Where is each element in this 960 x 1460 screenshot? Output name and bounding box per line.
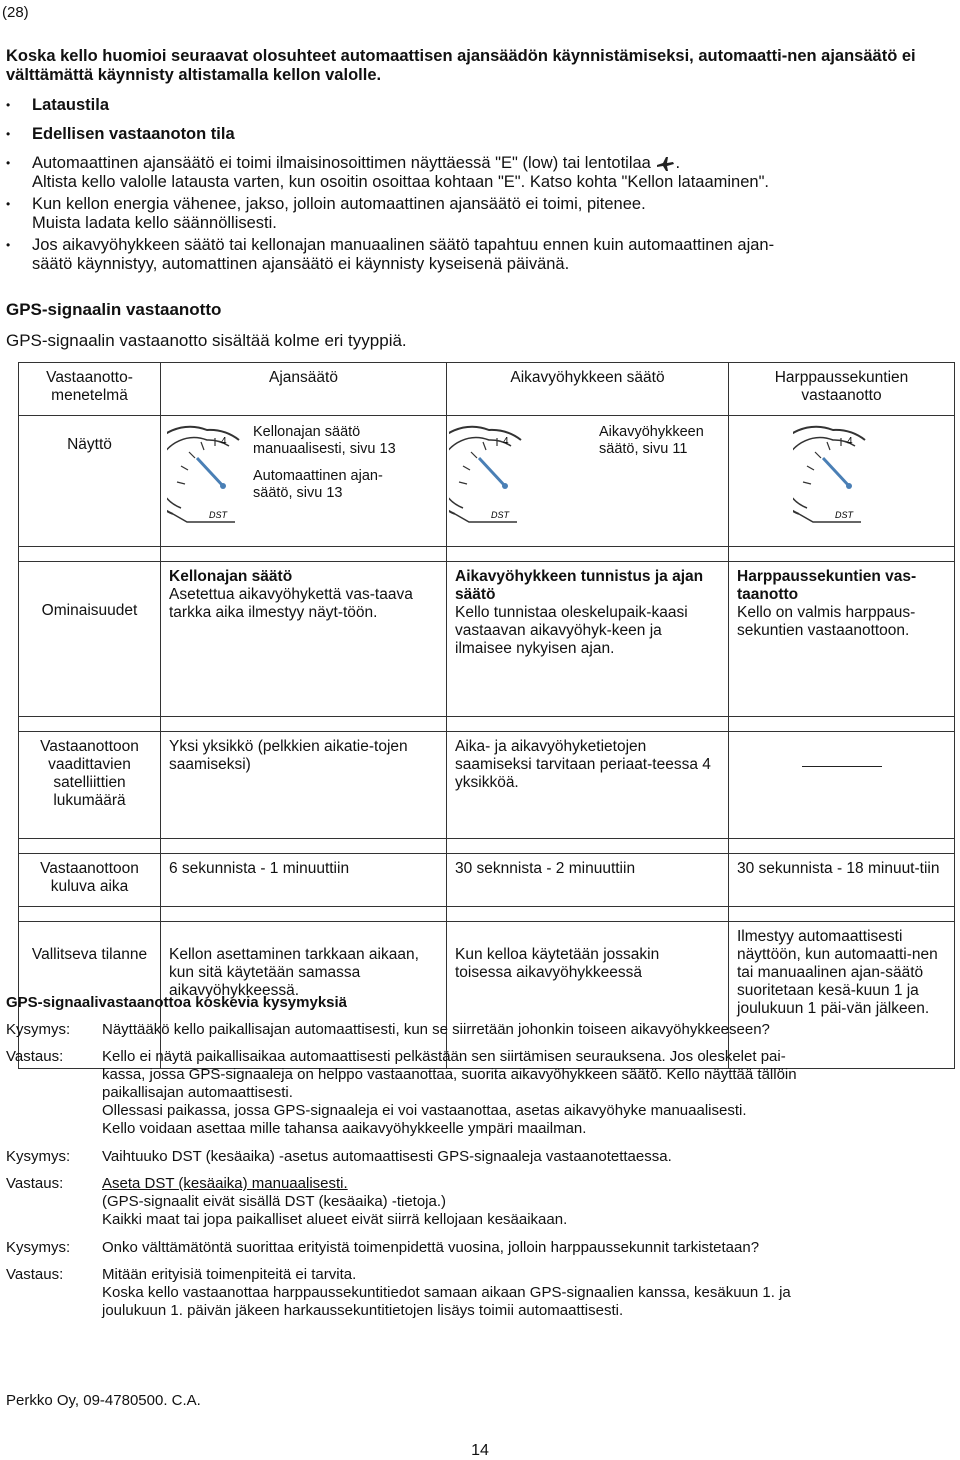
question-text: Vaihtuuko DST (kesäaika) -asetus automaattisesti GPS-signaaleja vastaanotettaessa. xyxy=(102,1148,672,1165)
faq-heading: GPS-signaalivastaanottoa koskevia kysymyksiä xyxy=(6,994,348,1011)
gps-reception-table xyxy=(18,362,955,1069)
dial-mark-top: 4 xyxy=(503,436,509,447)
answer-label: Vastaus: xyxy=(6,1266,64,1283)
table-row-features xyxy=(19,562,955,717)
header-time-adjust: Ajansäätö xyxy=(161,363,447,416)
time-cell-time: 6 sekunnista - 1 minuuttiin xyxy=(161,854,447,907)
intro-paragraph: Koska kello huomioi seuraavat olosuhteet automaattisen ajansäädön käynnistämiseksi, automaatti-nen ajansäätö ei välttämättä käynnisty altistamalla kellon valolle. xyxy=(6,47,916,84)
not-applicable-dash xyxy=(802,766,882,767)
gps-subtext: GPS-signaalin vastaanotto sisältää kolme eri tyyppiä. xyxy=(6,331,407,350)
feature-text: Kello on valmis harppaus-sekuntien vastaanottoon. xyxy=(737,604,916,639)
dial-indicator-icon xyxy=(793,422,873,526)
table-header-row xyxy=(19,363,955,416)
header-leap-seconds: Harppaussekuntien vastaanotto xyxy=(729,363,955,416)
dial-dst-mark: DST xyxy=(491,510,509,520)
situation-cell-timezone: Kun kelloa käytetään jossakin toisessa aikavyöhykkeessä xyxy=(447,922,729,1069)
question-text: Näyttääkö kello paikallisajan automaattisesti, kun se siirretään johonkin toiseen aikavyöhykkeeseen? xyxy=(102,1021,770,1038)
bullet-indicator-low: • Automaattinen ajansäätö ei toimi ilmaisinosoittimen näyttäessä "E" (low) tai lentotilaa . Altista kello valolle latausta varten, kun osoitin osoittaa kohtaan "E". Katso kohta "Kellon lataaminen". xyxy=(6,154,954,192)
dial-mark-top: 4 xyxy=(847,436,853,447)
page-number: 14 xyxy=(471,1442,489,1459)
bullet-energy: • Kun kellon energia vähenee, jakso, jolloin automaattinen ajansäätö ei toimi, pitenee. Muista ladata kello säännöllisesti. xyxy=(6,195,954,233)
answer-text: Aseta DST (kesäaika) manuaalisesti. (GPS-signaalit eivät sisällä DST (kesäaika) -tietoja.) Kaikki maat tai jopa paikalliset alueet eivät siirrä kellojaan kesäaikaan. xyxy=(102,1175,568,1228)
dial-dst-mark: DST xyxy=(835,510,853,520)
feature-text: Asetettua aikavyöhykettä vas-taava tarkka aika ilmestyy näyt-töön. xyxy=(169,586,413,621)
row-label-time: Vastaanottoon kuluva aika xyxy=(19,854,161,907)
question-label: Kysymys: xyxy=(6,1021,71,1038)
situation-cell-time: Kellon asettaminen tarkkaan aikaan, kun sitä käytetään samassa aikavyöhykkeessä. xyxy=(161,922,447,1069)
feature-title: Aikavyöhykkeen tunnistus ja ajan säätö xyxy=(455,568,704,603)
dial-mark-top: 4 xyxy=(221,436,227,447)
question-label: Kysymys: xyxy=(6,1239,71,1256)
question-label: Kysymys: xyxy=(6,1148,71,1165)
answer-label: Vastaus: xyxy=(6,1048,64,1065)
features-cell-leap xyxy=(729,562,955,717)
table-row-display xyxy=(19,416,955,547)
row-label-features: Ominaisuudet xyxy=(19,562,161,717)
bullet-previous-reception: • Edellisen vastaanoton tila xyxy=(6,125,954,144)
feature-title: Harppaussekuntien vas-taanotto xyxy=(737,568,917,603)
row-label-satellites: Vastaanottoon vaadittavien satelliittien lukumäärä xyxy=(19,732,161,839)
question-text: Onko välttämätöntä suorittaa erityistä toimenpidettä vuosina, jolloin harppaussekunnit tarkistetaan? xyxy=(102,1239,760,1256)
table-row-satellites xyxy=(19,732,955,839)
time-cell-timezone: 30 seknnista - 2 minuuttiin xyxy=(447,854,729,907)
satellites-cell-timezone: Aika- ja aikavyöhyketietojen saamiseksi tarvitaan periaat-teessa 4 yksikköä. xyxy=(447,732,729,839)
gps-heading: GPS-signaalin vastaanotto xyxy=(6,300,222,319)
answer-label: Vastaus: xyxy=(6,1175,64,1192)
header-method: Vastaanotto-menetelmä xyxy=(19,363,161,416)
bullet-manual-adjust: • Jos aikavyöhykkeen säätö tai kellonajan manuaalinen säätö tapahtuu ennen kuin automaattinen ajan- säätö käynnistyy, automattinen ajansäätö ei käynnisty kyseisenä päivänä. xyxy=(6,236,954,274)
display-cell-time xyxy=(161,416,447,547)
airplane-mode-icon xyxy=(655,156,675,172)
display-cell-leap xyxy=(729,416,955,547)
bullet-charging-state: • Lataustila xyxy=(6,96,954,115)
row-label-display: Näyttö xyxy=(19,416,161,547)
time-cell-leap: 30 sekunnista - 18 minuut-tiin xyxy=(729,854,955,907)
display-cell-timezone xyxy=(447,416,729,547)
footer-company: Perkko Oy, 09-4780500. C.A. xyxy=(6,1392,201,1409)
note-manual-adjust: Kellonajan säätö manuaalisesti, sivu 13 xyxy=(253,424,396,457)
header-timezone-adjust: Aikavyöhykkeen säätö xyxy=(447,363,729,416)
answer-text: Mitään erityisiä toimenpiteitä ei tarvita. Koska kello vastaanottaa harppaussekuntitiedot samaan aikaan GPS-signaalien kanssa, kesäkuun 1. ja joulukuun 1. päivän jäkeen harkaussekuntitietojen lisäys toimii automaattisesti. xyxy=(102,1266,791,1319)
page-section-number: (28) xyxy=(2,4,29,21)
features-cell-time xyxy=(161,562,447,717)
dial-dst-mark: DST xyxy=(209,510,227,520)
satellites-cell-time: Yksi yksikkö (pelkkien aikatie-tojen saamiseksi) xyxy=(161,732,447,839)
dial-indicator-icon xyxy=(167,422,247,526)
row-label-situation: Vallitseva tilanne xyxy=(19,922,161,1069)
note-timezone-adjust: Aikavyöhykkeen säätö, sivu 11 xyxy=(599,424,704,457)
dial-indicator-icon xyxy=(449,422,529,526)
situation-cell-leap: Ilmestyy automaattisesti näyttöön, kun automaatti-nen tai manuaalinen ajan-säätö suoritetaan kesä-kuun 1 ja joulukuun 1 päi-vän jälkeen. xyxy=(729,922,955,1069)
table-row-time xyxy=(19,854,955,907)
conditions-list xyxy=(6,96,954,277)
feature-title: Kellonajan säätö xyxy=(169,568,293,585)
note-auto-adjust: Automaattinen ajan-säätö, sivu 13 xyxy=(253,468,383,501)
features-cell-timezone xyxy=(447,562,729,717)
satellites-cell-leap xyxy=(729,732,955,839)
answer-text: Kello ei näytä paikallisaikaa automaattisesti pelkästään sen siirtämisen seurauksena. Jos oleskelet pai- kassa, jossa GPS-signaaleja on helppo vastaanottaa, suorita aikavyöhykkeen säätö. Kello näyttää tällöin paikallisajan automaattisesti. Ollessasi paikassa, jossa GPS-signaaleja ei voi vastaanottaa, asetas aikavyöhyke manuaalisesti. Kello voidaan asettaa mille tahansa aaikavyöhykkeelle ympäri maailman. xyxy=(102,1048,797,1137)
feature-text: Kello tunnistaa oleskelupaik-kaasi vastaavan aikavyöhyk-keen ja ilmaisee nykyisen ajan. xyxy=(455,604,688,657)
